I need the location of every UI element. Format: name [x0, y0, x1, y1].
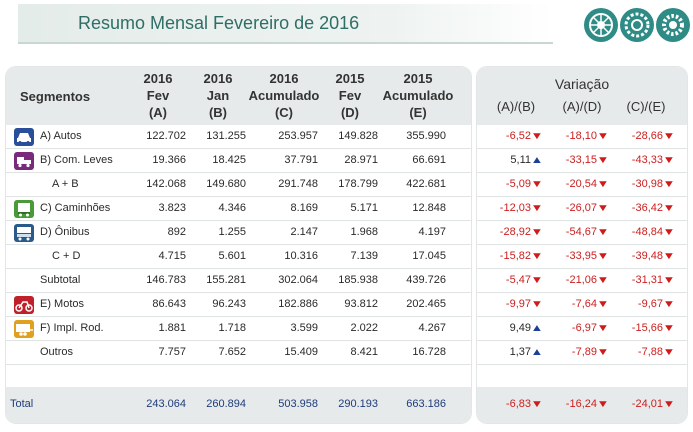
variation-row — [477, 245, 687, 269]
variation-row — [477, 125, 687, 149]
value-cell: 96.243 — [212, 298, 246, 310]
arrow-down-icon: ▼ — [662, 251, 676, 262]
table-row — [6, 197, 471, 221]
variation-value: -9,67 — [637, 298, 663, 310]
value-cell: 5.171 — [350, 202, 378, 214]
variation-row — [477, 269, 687, 293]
variation-value: -6,97 — [571, 322, 597, 334]
title-tab — [18, 4, 553, 44]
value-cell: 155.281 — [206, 274, 246, 286]
arrow-down-icon: ▼ — [662, 131, 676, 142]
tire-logo-icon — [620, 8, 654, 42]
value-cell: 86.643 — [152, 298, 186, 310]
value-cell: 4.346 — [218, 202, 246, 214]
variation-cell — [609, 178, 675, 190]
arrow-down-icon: ▼ — [662, 399, 676, 410]
variation-cell — [477, 398, 543, 410]
value-cell: 7.757 — [158, 346, 186, 358]
value-cell: 302.064 — [278, 274, 318, 286]
value-cell: 253.957 — [278, 130, 318, 142]
variation-value: -48,84 — [631, 226, 663, 238]
arrow-down-icon: ▼ — [596, 227, 610, 238]
value-cell: 15.409 — [284, 346, 318, 358]
value-cell: 182.886 — [278, 298, 318, 310]
var-col-ab: (A)/(B) — [496, 99, 536, 114]
value-cell: 3.823 — [158, 202, 186, 214]
truck-icon — [14, 200, 34, 218]
variation-value: -26,07 — [565, 202, 597, 214]
table-row — [6, 149, 471, 173]
variation-row — [477, 149, 687, 173]
page-title: Resumo Mensal Fevereiro de 2016 — [78, 13, 360, 33]
variation-cell — [609, 226, 675, 238]
value-cell: 16.728 — [412, 346, 446, 358]
variation-row — [477, 221, 687, 245]
value-cell: 1.718 — [218, 322, 246, 334]
variation-cell — [609, 130, 675, 142]
variation-value: -24,01 — [631, 398, 663, 410]
value-cell: 149.828 — [338, 130, 378, 142]
table-row — [6, 221, 471, 245]
variation-cell — [477, 250, 543, 262]
variation-value: -21,06 — [565, 274, 597, 286]
variation-value: -54,67 — [565, 226, 597, 238]
variation-header — [477, 67, 687, 125]
arrow-down-icon: ▼ — [530, 227, 544, 238]
value-cell: 439.726 — [406, 274, 446, 286]
value-cell: 149.680 — [206, 178, 246, 190]
total-value-cell: 290.193 — [338, 398, 378, 410]
trailer-icon — [14, 320, 34, 338]
value-cell: 3.599 — [290, 322, 318, 334]
segment-header: Segmentos — [20, 89, 91, 104]
value-cell: 4.197 — [418, 226, 446, 238]
pickup-icon — [14, 152, 34, 170]
value-cell: 4.715 — [158, 250, 186, 262]
variation-row — [477, 293, 687, 317]
arrow-down-icon: ▼ — [596, 203, 610, 214]
row-divider — [6, 364, 471, 365]
variation-row — [477, 341, 687, 365]
variation-cell — [609, 274, 675, 286]
variation-value: -39,48 — [631, 250, 663, 262]
table-row — [6, 245, 471, 269]
variation-value: -20,54 — [565, 178, 597, 190]
variation-value: -6,52 — [505, 130, 531, 142]
value-cell: 10.316 — [284, 250, 318, 262]
variation-cell — [543, 154, 609, 166]
variation-value: -12,03 — [499, 202, 531, 214]
col-header-a: 2016 Fev (A) — [143, 71, 173, 120]
segment-label: Subtotal — [40, 274, 81, 286]
header-bar — [0, 0, 693, 50]
variation-value: 5,11 — [510, 154, 531, 166]
variation-cell — [543, 178, 609, 190]
variation-value: -31,31 — [631, 274, 663, 286]
variation-value: -33,95 — [565, 250, 597, 262]
arrow-up-icon: ▲ — [530, 323, 544, 334]
variation-cell — [477, 298, 543, 310]
variation-value: -30,98 — [631, 178, 663, 190]
segment-label: A) Autos — [40, 130, 82, 142]
value-cell: 66.691 — [412, 154, 446, 166]
variation-cell — [609, 298, 675, 310]
row-divider — [477, 364, 687, 365]
variation-value: -9,97 — [505, 298, 531, 310]
variation-cell — [609, 322, 675, 334]
variation-value: -28,92 — [499, 226, 531, 238]
car-icon — [14, 128, 34, 146]
total-value-cell: 663.186 — [406, 398, 446, 410]
arrow-down-icon: ▼ — [662, 227, 676, 238]
arrow-down-icon: ▼ — [530, 203, 544, 214]
variation-value: -7,89 — [571, 346, 597, 358]
arrow-up-icon: ▲ — [530, 347, 544, 358]
arrow-up-icon: ▲ — [530, 155, 544, 166]
variation-value: -15,82 — [499, 250, 531, 262]
arrow-down-icon: ▼ — [596, 251, 610, 262]
table-row — [6, 317, 471, 341]
table-header — [6, 67, 471, 125]
value-cell: 1.881 — [158, 322, 186, 334]
bus-icon — [14, 224, 34, 242]
var-col-ad: (A)/(D) — [562, 99, 602, 114]
value-cell: 5.601 — [218, 250, 246, 262]
arrow-down-icon: ▼ — [662, 299, 676, 310]
value-cell: 1.968 — [350, 226, 378, 238]
arrow-down-icon: ▼ — [530, 251, 544, 262]
value-cell: 131.255 — [206, 130, 246, 142]
value-cell: 422.681 — [406, 178, 446, 190]
variation-cell — [543, 322, 609, 334]
arrow-down-icon: ▼ — [596, 155, 610, 166]
segment-label: Outros — [40, 346, 74, 358]
arrow-down-icon: ▼ — [530, 131, 544, 142]
arrow-down-icon: ▼ — [662, 347, 676, 358]
variation-row — [477, 317, 687, 341]
variation-cell — [477, 178, 543, 190]
arrow-down-icon: ▼ — [662, 275, 676, 286]
value-cell: 37.791 — [284, 154, 318, 166]
segment-label: F) Impl. Rod. — [40, 322, 104, 334]
variation-value: -18,10 — [565, 130, 597, 142]
arrow-down-icon: ▼ — [530, 399, 544, 410]
arrow-down-icon: ▼ — [596, 131, 610, 142]
arrow-down-icon: ▼ — [596, 275, 610, 286]
value-cell: 17.045 — [412, 250, 446, 262]
value-cell: 291.748 — [278, 178, 318, 190]
variation-value: -5,47 — [505, 274, 531, 286]
variation-value: -7,88 — [637, 346, 663, 358]
value-cell: 19.366 — [152, 154, 186, 166]
variation-cell — [609, 346, 675, 358]
variation-value: -15,66 — [631, 322, 663, 334]
table-row — [6, 125, 471, 149]
variation-row — [477, 197, 687, 221]
segment-label: D) Ônibus — [40, 226, 90, 238]
wheel-logo-icon — [584, 8, 618, 42]
value-cell: 4.267 — [418, 322, 446, 334]
arrow-down-icon: ▼ — [662, 155, 676, 166]
logo-group — [584, 8, 690, 42]
table-row — [6, 293, 471, 317]
motorcycle-icon — [14, 296, 34, 314]
value-cell: 18.425 — [212, 154, 246, 166]
variation-value: -36,42 — [631, 202, 663, 214]
value-cell: 7.652 — [218, 346, 246, 358]
value-cell: 2.147 — [290, 226, 318, 238]
variation-row — [477, 173, 687, 197]
segment-label: C) Caminhões — [40, 202, 111, 214]
variation-value: -16,24 — [565, 398, 597, 410]
variation-title: Variação — [554, 76, 610, 92]
arrow-down-icon: ▼ — [596, 299, 610, 310]
variation-cell — [609, 250, 675, 262]
col-header-d: 2015 Fev (D) — [335, 71, 365, 120]
value-cell: 892 — [167, 226, 186, 238]
variation-value: -28,66 — [631, 130, 663, 142]
total-value-cell: 260.894 — [206, 398, 246, 410]
value-cell: 185.938 — [338, 274, 378, 286]
variation-cell — [543, 274, 609, 286]
variation-value: 1,37 — [509, 346, 531, 358]
value-cell: 8.421 — [350, 346, 378, 358]
variation-cell — [609, 154, 675, 166]
variation-table — [477, 67, 687, 423]
arrow-down-icon: ▼ — [596, 347, 610, 358]
arrow-down-icon: ▼ — [662, 203, 676, 214]
segment-label: E) Motos — [40, 298, 85, 310]
value-cell: 1.255 — [218, 226, 246, 238]
table-row — [6, 269, 471, 293]
arrow-down-icon: ▼ — [596, 179, 610, 190]
col-header-e: 2015 Acumulado (E) — [382, 71, 454, 120]
variation-cell — [543, 250, 609, 262]
table-row — [6, 173, 471, 197]
variation-cell — [543, 130, 609, 142]
segment-label: A + B — [52, 178, 79, 190]
variation-cell — [543, 202, 609, 214]
segment-label: C + D — [52, 250, 81, 262]
gear-logo-icon — [656, 8, 690, 42]
segments-table — [6, 67, 471, 423]
value-cell: 2.022 — [350, 322, 378, 334]
variation-cell — [609, 202, 675, 214]
arrow-down-icon: ▼ — [596, 323, 610, 334]
value-cell: 355.990 — [406, 130, 446, 142]
variation-total-row — [477, 393, 687, 417]
value-cell: 202.465 — [406, 298, 446, 310]
total-label: Total — [10, 398, 34, 410]
variation-cell — [477, 346, 543, 358]
variation-value: -43,33 — [631, 154, 663, 166]
variation-cell — [543, 346, 609, 358]
variation-cell — [477, 202, 543, 214]
variation-cell — [477, 130, 543, 142]
arrow-down-icon: ▼ — [596, 399, 610, 410]
segment-label: B) Com. Leves — [40, 154, 113, 166]
value-cell: 142.068 — [146, 178, 186, 190]
variation-value: -5,09 — [505, 178, 531, 190]
col-header-c: 2016 Acumulado (C) — [248, 71, 320, 120]
var-col-ce: (C)/(E) — [626, 99, 666, 114]
total-row — [6, 393, 471, 417]
variation-cell — [543, 226, 609, 238]
value-cell: 146.783 — [146, 274, 186, 286]
arrow-down-icon: ▼ — [530, 299, 544, 310]
value-cell: 7.139 — [350, 250, 378, 262]
value-cell: 28.971 — [344, 154, 378, 166]
value-cell: 93.812 — [344, 298, 378, 310]
variation-cell — [477, 274, 543, 286]
value-cell: 8.169 — [290, 202, 318, 214]
value-cell: 12.848 — [412, 202, 446, 214]
variation-value: 9,49 — [509, 322, 531, 334]
arrow-down-icon: ▼ — [662, 179, 676, 190]
arrow-down-icon: ▼ — [530, 275, 544, 286]
value-cell: 178.799 — [338, 178, 378, 190]
total-value-cell: 243.064 — [146, 398, 186, 410]
value-cell: 122.702 — [146, 130, 186, 142]
arrow-down-icon: ▼ — [530, 179, 544, 190]
variation-cell — [543, 398, 609, 410]
col-header-b: 2016 Jan (B) — [203, 71, 233, 120]
variation-value: -33,15 — [565, 154, 597, 166]
variation-cell — [477, 322, 543, 334]
arrow-down-icon: ▼ — [662, 323, 676, 334]
table-row — [6, 341, 471, 365]
variation-cell — [609, 398, 675, 410]
variation-cell — [543, 298, 609, 310]
variation-cell — [477, 154, 543, 166]
total-value-cell: 503.958 — [278, 398, 318, 410]
variation-cell — [477, 226, 543, 238]
variation-value: -6,83 — [505, 398, 531, 410]
variation-value: -7,64 — [571, 298, 597, 310]
